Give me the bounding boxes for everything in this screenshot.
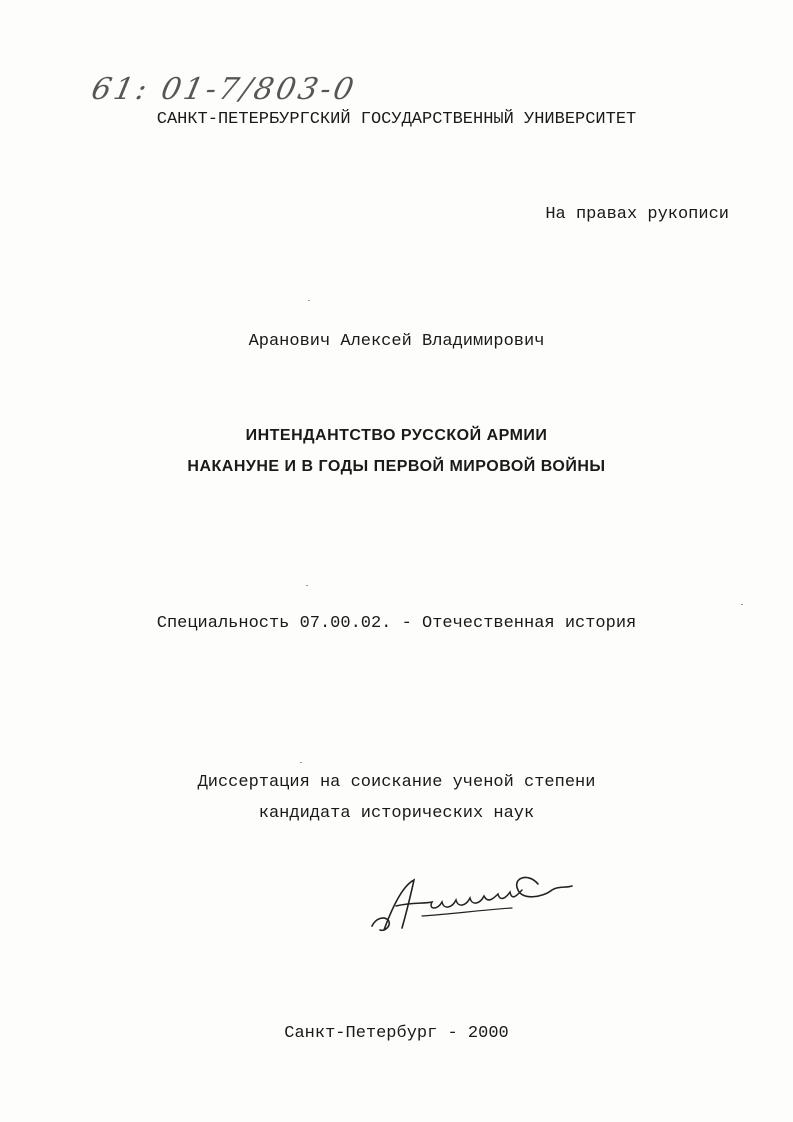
scan-speck xyxy=(308,300,310,301)
university-name: САНКТ-ПЕТЕРБУРГСКИЙ ГОСУДАРСТВЕННЫЙ УНИВЕРСИТЕТ xyxy=(156,110,637,129)
scan-speck xyxy=(741,604,743,605)
dissertation-title-line-1: ИНТЕНДАНТСТВО РУССКОЙ АРМИИ xyxy=(245,427,548,444)
scan-speck xyxy=(300,762,302,763)
dissertation-degree-line-2: кандидата исторических наук xyxy=(258,804,535,823)
specialty: Специальность 07.00.02. - Отечественная история xyxy=(156,614,637,633)
city-year: Санкт-Петербург - 2000 xyxy=(284,1024,509,1043)
handwritten-archive-number: 61: 01-7/803-0 xyxy=(88,72,360,107)
author-name: Аранович Алексей Владимирович xyxy=(248,332,545,351)
scan-speck xyxy=(306,585,308,586)
dissertation-title-line-2: НАКАНУНЕ И В ГОДЫ ПЕРВОЙ МИРОВОЙ ВОЙНЫ xyxy=(187,458,606,475)
dissertation-degree-line-1: Диссертация на соискание ученой степени xyxy=(197,773,596,792)
handwritten-signature-icon xyxy=(362,858,582,938)
rights-note: На правах рукописи xyxy=(545,205,729,224)
